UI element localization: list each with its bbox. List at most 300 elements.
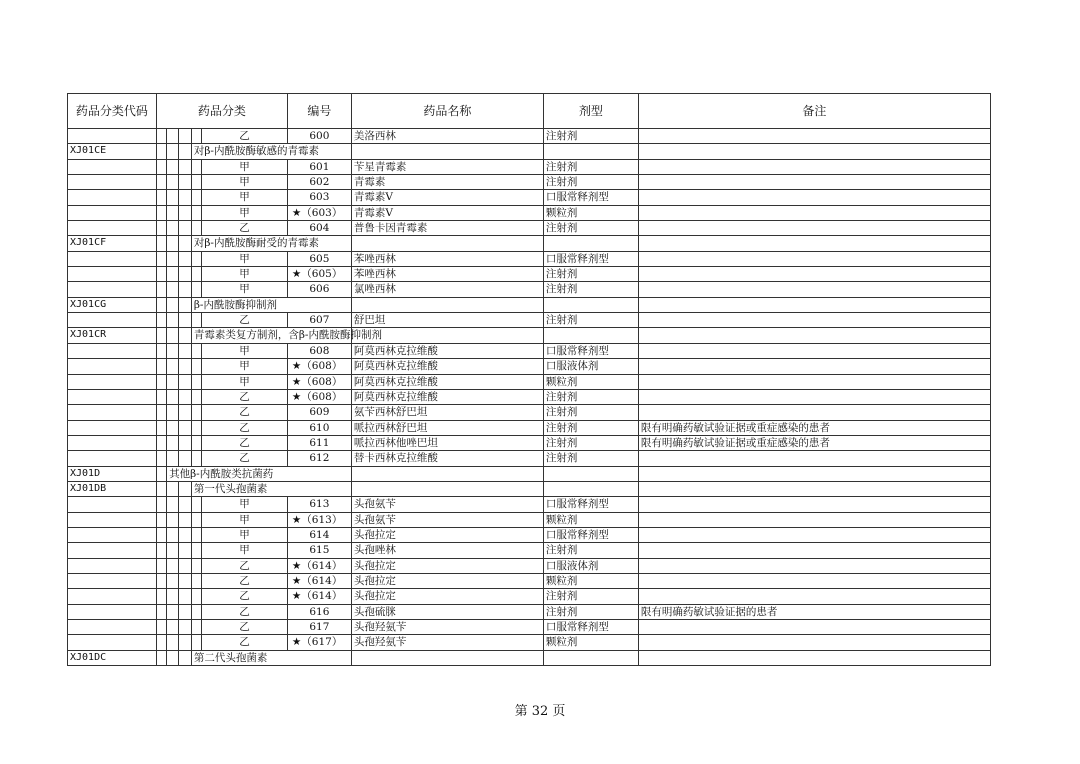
drug-number: 601 <box>287 159 351 174</box>
drug-number: ★（603） <box>287 205 351 220</box>
drug-remark: 限有明确药敏试验证据的患者 <box>638 604 990 619</box>
drug-class: 乙 <box>202 405 288 420</box>
drug-class: 甲 <box>202 527 288 542</box>
tree-level-1 <box>156 129 166 144</box>
drug-name: 头孢拉定 <box>351 558 543 573</box>
tree-level-2 <box>167 159 179 174</box>
tree-level-3 <box>179 267 191 282</box>
drug-form <box>543 144 638 159</box>
category-code: XJ01DC <box>68 650 157 665</box>
row-code-cell <box>68 620 157 635</box>
drug-name: 头孢羟氨苄 <box>351 620 543 635</box>
tree-level-3 <box>179 420 191 435</box>
tree-level-4 <box>191 190 201 205</box>
tree-level-3 <box>179 497 191 512</box>
drug-class: 乙 <box>202 558 288 573</box>
drug-name: 普鲁卡因青霉素 <box>351 221 543 236</box>
tree-level-1 <box>156 221 166 236</box>
drug-row <box>68 343 991 358</box>
tree-level-2 <box>167 635 179 650</box>
tree-level-2 <box>167 297 179 312</box>
drug-form: 注射剂 <box>543 543 638 558</box>
tree-level-1 <box>156 466 166 481</box>
drug-remark <box>638 343 990 358</box>
category-row <box>68 297 991 312</box>
tree-level-2 <box>167 543 179 558</box>
drug-remark <box>638 650 990 665</box>
tree-level-4 <box>191 405 201 420</box>
drug-class: 甲 <box>202 267 288 282</box>
tree-level-1 <box>156 620 166 635</box>
drug-class: 甲 <box>202 497 288 512</box>
drug-name: 青霉素V <box>351 190 543 205</box>
row-code-cell <box>68 159 157 174</box>
drug-name: 美洛西林 <box>351 129 543 144</box>
drug-form: 口服常释剂型 <box>543 251 638 266</box>
tree-level-2 <box>167 497 179 512</box>
drug-row <box>68 129 991 144</box>
drug-remark <box>638 129 990 144</box>
drug-class: 乙 <box>202 573 288 588</box>
drug-remark: 限有明确药敏试验证据或重症感染的患者 <box>638 420 990 435</box>
drug-form <box>543 236 638 251</box>
drug-class: 甲 <box>202 359 288 374</box>
drug-number: 617 <box>287 620 351 635</box>
tree-level-3 <box>179 282 191 297</box>
drug-row <box>68 604 991 619</box>
tree-level-4 <box>191 221 201 236</box>
tree-level-3 <box>179 313 191 328</box>
tree-level-4 <box>191 313 201 328</box>
drug-name: 阿莫西林克拉维酸 <box>351 343 543 358</box>
drug-name: 苄星青霉素 <box>351 159 543 174</box>
drug-row <box>68 374 991 389</box>
tree-level-3 <box>179 359 191 374</box>
drug-remark <box>638 405 990 420</box>
drug-name: 氯唑西林 <box>351 282 543 297</box>
drug-form: 注射剂 <box>543 221 638 236</box>
drug-name: 阿莫西林克拉维酸 <box>351 374 543 389</box>
drug-form: 注射剂 <box>543 313 638 328</box>
drug-class: 乙 <box>202 620 288 635</box>
row-code-cell <box>68 589 157 604</box>
tree-level-1 <box>156 297 166 312</box>
header-code: 药品分类代码 <box>68 94 157 129</box>
drug-form: 颗粒剂 <box>543 573 638 588</box>
tree-level-3 <box>179 343 191 358</box>
drug-row <box>68 635 991 650</box>
drug-name: 氨苄西林舒巴坦 <box>351 405 543 420</box>
tree-level-2 <box>167 328 179 343</box>
tree-level-3 <box>179 558 191 573</box>
row-code-cell <box>68 420 157 435</box>
tree-level-3 <box>179 159 191 174</box>
drug-remark <box>638 374 990 389</box>
drug-name: 头孢羟氨苄 <box>351 635 543 650</box>
drug-row <box>68 313 991 328</box>
drug-form <box>543 481 638 496</box>
category-code: XJ01CE <box>68 144 157 159</box>
row-code-cell <box>68 604 157 619</box>
tree-level-1 <box>156 159 166 174</box>
row-code-cell <box>68 543 157 558</box>
drug-name: 青霉素 <box>351 175 543 190</box>
drug-name: 苯唑西林 <box>351 267 543 282</box>
drug-number: ★（605） <box>287 267 351 282</box>
drug-remark <box>638 144 990 159</box>
drug-number: 611 <box>287 435 351 450</box>
drug-remark <box>638 159 990 174</box>
drug-remark <box>638 359 990 374</box>
tree-level-3 <box>179 236 191 251</box>
tree-level-1 <box>156 267 166 282</box>
row-code-cell <box>68 435 157 450</box>
drug-name <box>351 144 543 159</box>
category-row <box>68 650 991 665</box>
drug-name: 舒巴坦 <box>351 313 543 328</box>
tree-level-4 <box>191 635 201 650</box>
drug-number: ★（613） <box>287 512 351 527</box>
drug-name: 苯唑西林 <box>351 251 543 266</box>
row-code-cell <box>68 512 157 527</box>
drug-number: 615 <box>287 543 351 558</box>
tree-level-2 <box>167 573 179 588</box>
drug-class: 甲 <box>202 343 288 358</box>
tree-level-3 <box>179 405 191 420</box>
tree-level-2 <box>167 359 179 374</box>
drug-name: 头孢硫脒 <box>351 604 543 619</box>
tree-level-2 <box>167 435 179 450</box>
drug-form <box>543 297 638 312</box>
tree-level-2 <box>167 405 179 420</box>
tree-level-4 <box>191 543 201 558</box>
tree-level-4 <box>191 604 201 619</box>
tree-level-3 <box>179 435 191 450</box>
category-code: XJ01CG <box>68 297 157 312</box>
tree-level-2 <box>167 527 179 542</box>
drug-remark <box>638 620 990 635</box>
tree-level-2 <box>167 144 179 159</box>
drug-name <box>351 297 543 312</box>
drug-name: 哌拉西林他唑巴坦 <box>351 435 543 450</box>
drug-form: 口服液体剂 <box>543 558 638 573</box>
tree-level-3 <box>179 573 191 588</box>
tree-level-2 <box>167 267 179 282</box>
drug-row <box>68 497 991 512</box>
drug-class: 甲 <box>202 205 288 220</box>
header-form: 剂型 <box>543 94 638 129</box>
tree-level-1 <box>156 343 166 358</box>
row-code-cell <box>68 251 157 266</box>
tree-level-2 <box>167 512 179 527</box>
tree-level-1 <box>156 175 166 190</box>
drug-form: 颗粒剂 <box>543 635 638 650</box>
tree-level-4 <box>191 451 201 466</box>
tree-level-4 <box>191 359 201 374</box>
drug-row <box>68 620 991 635</box>
row-code-cell <box>68 573 157 588</box>
tree-level-4 <box>191 282 201 297</box>
drug-number: ★（617） <box>287 635 351 650</box>
category-row <box>68 481 991 496</box>
drug-number: ★（608） <box>287 359 351 374</box>
drug-class: 乙 <box>202 635 288 650</box>
drug-row <box>68 451 991 466</box>
drug-name: 头孢拉定 <box>351 527 543 542</box>
drug-row <box>68 159 991 174</box>
row-code-cell <box>68 205 157 220</box>
drug-row <box>68 558 991 573</box>
drug-remark <box>638 267 990 282</box>
drug-row <box>68 221 991 236</box>
row-code-cell <box>68 374 157 389</box>
tree-level-3 <box>179 650 191 665</box>
drug-number: 602 <box>287 175 351 190</box>
row-code-cell <box>68 343 157 358</box>
row-code-cell <box>68 389 157 404</box>
tree-level-1 <box>156 604 166 619</box>
drug-remark <box>638 497 990 512</box>
header-remark: 备注 <box>638 94 990 129</box>
tree-level-1 <box>156 144 166 159</box>
tree-level-1 <box>156 512 166 527</box>
category-name: 对β-内酰胺酶敏感的青霉素 <box>191 144 351 159</box>
drug-name <box>351 236 543 251</box>
tree-level-2 <box>167 451 179 466</box>
drug-number: ★（614） <box>287 573 351 588</box>
category-name: 青霉素类复方制剂，含β-内酰胺酶抑制剂 <box>191 328 351 343</box>
row-code-cell <box>68 282 157 297</box>
drug-form: 注射剂 <box>543 435 638 450</box>
tree-level-4 <box>191 389 201 404</box>
tree-level-1 <box>156 497 166 512</box>
drug-class: 甲 <box>202 374 288 389</box>
drug-form: 注射剂 <box>543 451 638 466</box>
tree-level-3 <box>179 389 191 404</box>
drug-number: ★（614） <box>287 558 351 573</box>
drug-number: 609 <box>287 405 351 420</box>
drug-class: 甲 <box>202 190 288 205</box>
row-code-cell <box>68 221 157 236</box>
tree-level-4 <box>191 343 201 358</box>
tree-level-2 <box>167 175 179 190</box>
tree-level-4 <box>191 558 201 573</box>
drug-form <box>543 650 638 665</box>
row-code-cell <box>68 405 157 420</box>
drug-form: 注射剂 <box>543 129 638 144</box>
drug-name <box>351 650 543 665</box>
category-name: 其他β-内酰胺类抗菌药 <box>167 466 352 481</box>
drug-remark <box>638 589 990 604</box>
tree-level-3 <box>179 527 191 542</box>
drug-row <box>68 389 991 404</box>
drug-number: 605 <box>287 251 351 266</box>
tree-level-2 <box>167 650 179 665</box>
drug-class: 乙 <box>202 389 288 404</box>
tree-level-1 <box>156 451 166 466</box>
tree-level-1 <box>156 251 166 266</box>
tree-level-4 <box>191 175 201 190</box>
drug-row <box>68 435 991 450</box>
tree-level-1 <box>156 650 166 665</box>
tree-level-1 <box>156 236 166 251</box>
drug-class: 甲 <box>202 543 288 558</box>
drug-remark <box>638 221 990 236</box>
drug-form: 注射剂 <box>543 420 638 435</box>
tree-level-1 <box>156 635 166 650</box>
row-code-cell <box>68 129 157 144</box>
header-name: 药品名称 <box>351 94 543 129</box>
drug-class: 甲 <box>202 512 288 527</box>
tree-level-1 <box>156 527 166 542</box>
table-header-row <box>68 94 991 129</box>
tree-level-1 <box>156 435 166 450</box>
row-code-cell <box>68 190 157 205</box>
table-body <box>68 129 991 666</box>
drug-row <box>68 527 991 542</box>
drug-class: 甲 <box>202 175 288 190</box>
drug-class: 乙 <box>202 604 288 619</box>
drug-form: 口服常释剂型 <box>543 497 638 512</box>
drug-row <box>68 543 991 558</box>
category-name: β-内酰胺酶抑制剂 <box>191 297 351 312</box>
tree-level-1 <box>156 313 166 328</box>
drug-class: 甲 <box>202 251 288 266</box>
drug-form: 注射剂 <box>543 604 638 619</box>
tree-level-2 <box>167 251 179 266</box>
tree-level-2 <box>167 236 179 251</box>
drug-name: 替卡西林克拉维酸 <box>351 451 543 466</box>
tree-level-3 <box>179 190 191 205</box>
tree-level-3 <box>179 620 191 635</box>
tree-level-4 <box>191 435 201 450</box>
drug-class: 乙 <box>202 313 288 328</box>
category-name: 对β-内酰胺酶耐受的青霉素 <box>191 236 351 251</box>
tree-level-4 <box>191 527 201 542</box>
tree-level-4 <box>191 374 201 389</box>
tree-level-1 <box>156 359 166 374</box>
drug-remark <box>638 297 990 312</box>
drug-row <box>68 205 991 220</box>
tree-level-1 <box>156 405 166 420</box>
drug-name: 头孢唑林 <box>351 543 543 558</box>
drug-remark <box>638 313 990 328</box>
drug-form: 颗粒剂 <box>543 512 638 527</box>
tree-level-4 <box>191 497 201 512</box>
category-name: 第一代头孢菌素 <box>191 481 351 496</box>
tree-level-1 <box>156 328 166 343</box>
tree-level-3 <box>179 297 191 312</box>
drug-number: 607 <box>287 313 351 328</box>
header-number: 编号 <box>287 94 351 129</box>
drug-remark <box>638 481 990 496</box>
drug-number: 613 <box>287 497 351 512</box>
drug-catalog-sheet <box>67 93 991 666</box>
tree-level-1 <box>156 420 166 435</box>
tree-level-2 <box>167 190 179 205</box>
tree-level-2 <box>167 620 179 635</box>
category-code: XJ01CF <box>68 236 157 251</box>
drug-remark <box>638 282 990 297</box>
category-row <box>68 144 991 159</box>
tree-level-3 <box>179 512 191 527</box>
tree-level-2 <box>167 558 179 573</box>
tree-level-1 <box>156 481 166 496</box>
drug-form: 颗粒剂 <box>543 205 638 220</box>
drug-remark <box>638 543 990 558</box>
drug-remark <box>638 451 990 466</box>
tree-level-1 <box>156 389 166 404</box>
drug-form: 注射剂 <box>543 159 638 174</box>
tree-level-3 <box>179 144 191 159</box>
drug-remark <box>638 190 990 205</box>
drug-name: 阿莫西林克拉维酸 <box>351 359 543 374</box>
drug-form <box>543 328 638 343</box>
tree-level-1 <box>156 573 166 588</box>
category-row <box>68 466 991 481</box>
drug-number: 610 <box>287 420 351 435</box>
tree-level-4 <box>191 205 201 220</box>
tree-level-4 <box>191 589 201 604</box>
drug-form: 颗粒剂 <box>543 374 638 389</box>
drug-form: 注射剂 <box>543 267 638 282</box>
tree-level-3 <box>179 251 191 266</box>
row-code-cell <box>68 359 157 374</box>
tree-level-2 <box>167 604 179 619</box>
tree-level-2 <box>167 343 179 358</box>
drug-row <box>68 175 991 190</box>
tree-level-3 <box>179 543 191 558</box>
tree-level-4 <box>191 420 201 435</box>
drug-remark <box>638 512 990 527</box>
drug-form: 注射剂 <box>543 589 638 604</box>
category-code: XJ01CR <box>68 328 157 343</box>
tree-level-2 <box>167 221 179 236</box>
tree-level-4 <box>191 573 201 588</box>
drug-name: 阿莫西林克拉维酸 <box>351 389 543 404</box>
tree-level-2 <box>167 313 179 328</box>
row-code-cell <box>68 451 157 466</box>
drug-class: 乙 <box>202 420 288 435</box>
drug-remark: 限有明确药敏试验证据或重症感染的患者 <box>638 435 990 450</box>
drug-name: 头孢氨苄 <box>351 512 543 527</box>
drug-name: 头孢氨苄 <box>351 497 543 512</box>
tree-level-1 <box>156 589 166 604</box>
drug-remark <box>638 236 990 251</box>
tree-level-3 <box>179 604 191 619</box>
row-code-cell <box>68 497 157 512</box>
tree-level-2 <box>167 481 179 496</box>
drug-number: ★（608） <box>287 374 351 389</box>
drug-remark <box>638 175 990 190</box>
tree-level-1 <box>156 374 166 389</box>
drug-class: 乙 <box>202 435 288 450</box>
drug-name <box>351 466 543 481</box>
drug-name: 哌拉西林舒巴坦 <box>351 420 543 435</box>
drug-class: 乙 <box>202 129 288 144</box>
drug-form: 口服常释剂型 <box>543 343 638 358</box>
drug-form: 注射剂 <box>543 389 638 404</box>
drug-remark <box>638 466 990 481</box>
tree-level-1 <box>156 543 166 558</box>
tree-level-3 <box>179 221 191 236</box>
tree-level-2 <box>167 205 179 220</box>
category-row <box>68 328 991 343</box>
tree-level-3 <box>179 129 191 144</box>
row-code-cell <box>68 635 157 650</box>
drug-class: 乙 <box>202 451 288 466</box>
drug-class: 乙 <box>202 221 288 236</box>
